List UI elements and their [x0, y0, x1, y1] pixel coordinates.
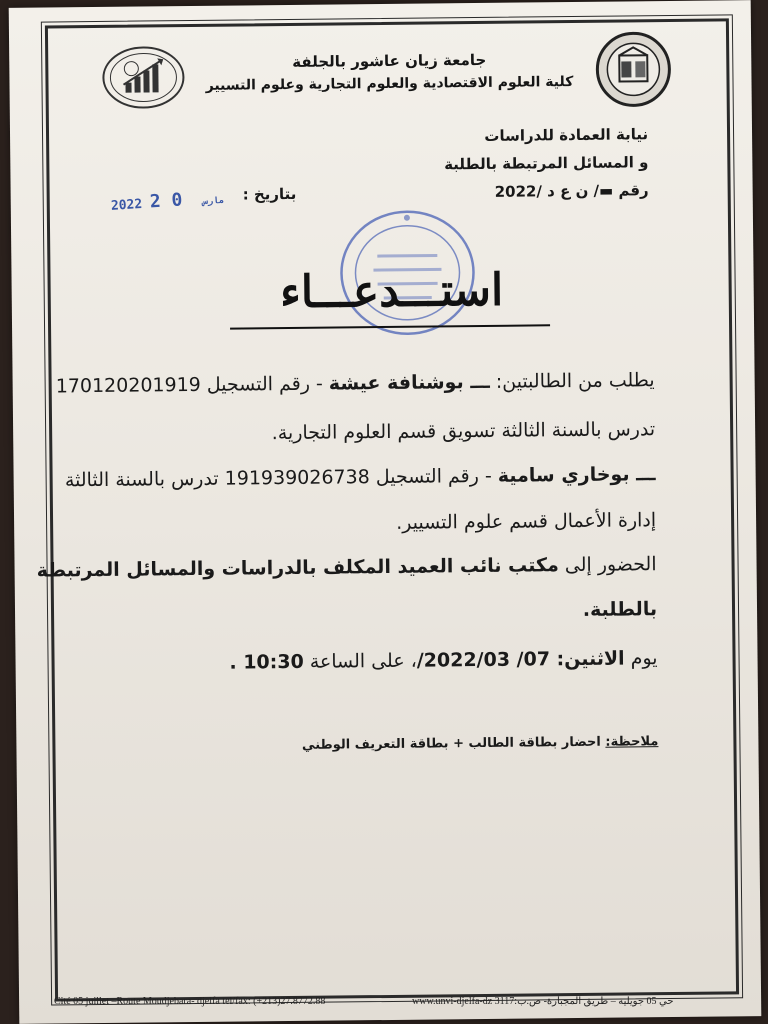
body-line-7: [229, 647, 657, 674]
appointment-date: الاثنين: 07/ 2022/03/: [416, 647, 625, 672]
student-2-registration: - رقم التسجيل 191939026738 تدرس بالسنة الثالثة: [64, 464, 498, 492]
date-stamp-day: 0 2: [149, 189, 184, 213]
student-1-registration: - رقم التسجيل 170120201919: [55, 372, 329, 398]
appointment-time: 10:30 .: [229, 650, 304, 674]
university-logo-icon: [595, 31, 672, 108]
body-line-5-intro: الحضور إلى: [558, 553, 657, 577]
faculty-name: كلية العلوم الاقتصادية والعلوم التجارية وعلوم التسيير: [205, 74, 574, 94]
date-stamp-month: مارس: [202, 195, 225, 208]
day-intro: يوم: [624, 647, 658, 670]
department-line-1: نيابة العمادة للدراسات: [484, 125, 649, 145]
reference-number: رقم ▬/ ن ع د /2022: [494, 181, 649, 201]
university-name: جامعة زيان عاشور بالجلفة: [292, 50, 487, 71]
note-label: ملاحظة:: [605, 734, 659, 750]
document-title: استـــدعـــاء: [279, 264, 504, 319]
note-text: احضار بطاقة الطالب + بطاقة التعريف الوطني: [301, 734, 606, 753]
department-line-2: و المسائل المرتبطة بالطلبة: [444, 153, 649, 174]
date-stamp-year: 2022: [110, 196, 143, 214]
body-line-4: إدارة الأعمال قسم علوم التسيير.: [396, 509, 657, 534]
student-1-name: ـــ بوشنافة عيشة: [328, 370, 490, 395]
date-label: بتاريخ :: [242, 184, 297, 204]
body-line-1-intro: يطلب من الطالبتين:: [489, 369, 655, 393]
footer-address-fr: Cité 05 juillet –Route Moudjebara- djelfa tel/fax: (+213)27.8772.88: [54, 996, 326, 1007]
faculty-logo-icon: [101, 44, 186, 111]
body-line-2: تدرس بالسنة الثالثة تسويق قسم العلوم التجارية.: [271, 418, 656, 445]
student-2-name: ـــ بوخاري سامية: [497, 463, 656, 487]
time-intro: ، على الساعة: [303, 649, 417, 673]
office-location: مكتب نائب العميد المكلف بالدراسات والمسائل المرتبطة: [36, 554, 559, 582]
document-page: [9, 0, 762, 1024]
footer-address-ar: www.unvi-djelfa-dz 3117:حي 05 جويلية – طريق المجبارة- ص.ب: [412, 996, 674, 1007]
body-line-6: بالطلبة.: [582, 598, 658, 621]
